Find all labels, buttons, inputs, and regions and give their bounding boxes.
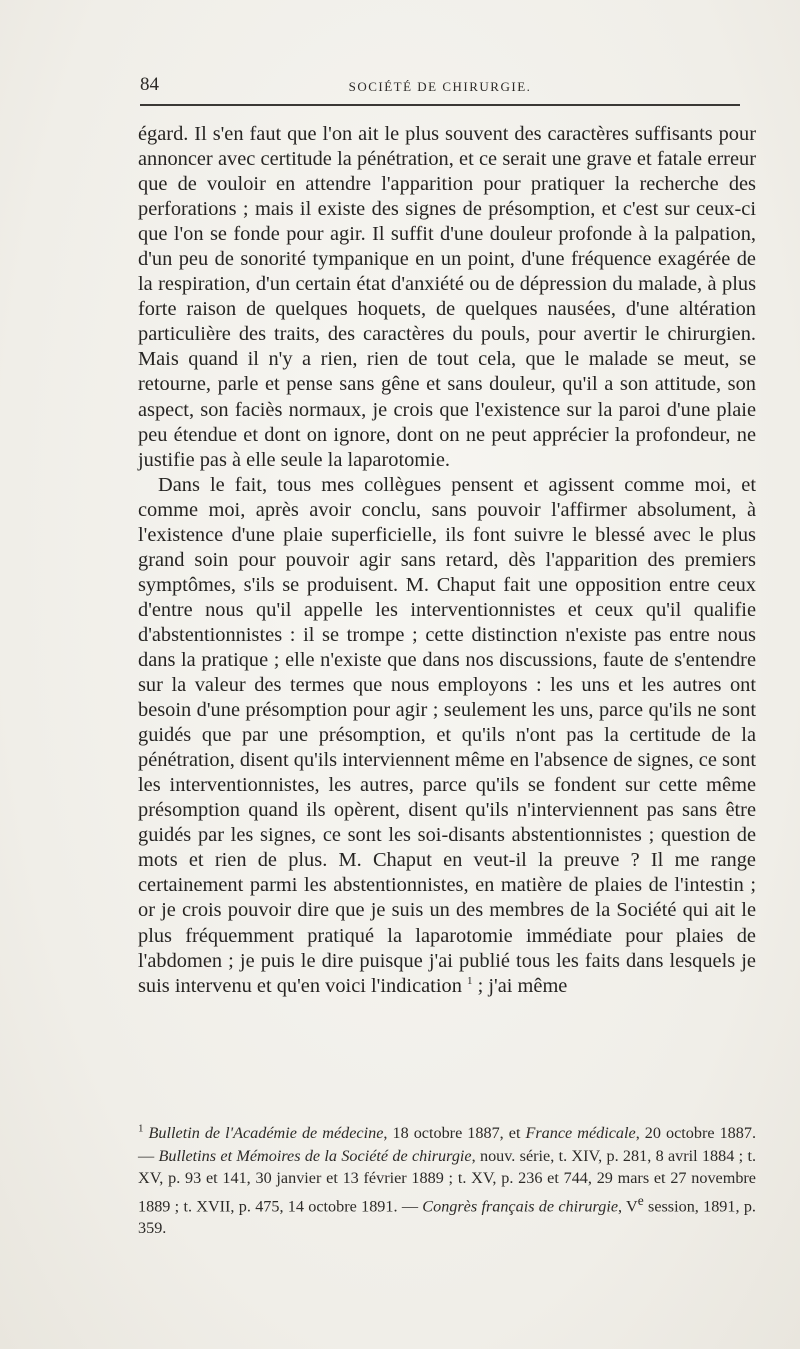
paragraph-1: égard. Il s'en faut que l'on ait le plus souvent des caractères suffisants pour annoncer avec certitude la pénétration, et ce serait une grave et fatale erreur que de vouloir en attendre l'apparition pour pratiquer la recherche des perforations ; mais il existe des signes de présomption, et c'est sur ceux-ci que l'on se fonde pour agir. Il suffit d'une douleur profonde à la palpation, d'un peu de sonorité tympanique en un point, d'une fréquence exagérée de la respiration, d'un certain état d'anxiété ou de dépression du malade, à plus forte raison de quelques hoquets, de quelques nausées, d'une altération particulière des traits, des caractères du pouls, pour avertir le chirurgien. Mais quand il n'y a rien, rien de tout cela, que le malade se meut, se retourne, parle et pense sans gêne et sans douleur, qu'il a son attitude, son aspect, son faciès normaux, je crois que l'existence sur la paroi d'une plaie peu étendue et dont on ignore, dont on ne peut apprécier la profondeur, ne justifie pas à elle seule la laparotomie. xyxy=(138,123,756,471)
footnote-title-4: Congrès français de chirurgie xyxy=(422,1196,618,1215)
running-title: SOCIÉTÉ DE CHIRURGIE. xyxy=(348,79,532,94)
paragraph-2-text: Dans le fait, tous mes collègues pensent et agissent comme moi, et comme moi, après avoir conclu, sans pouvoir l'affirmer absolument, à l'existence d'une plaie superficielle, ils font suivre le blessé avec le plus grand soin pour pouvoir agir sans retard, dès l'apparition des premiers symptômes, s'ils se produisent. M. Chaput fait une opposition entre ceux d'entre nous qu'il appelle les interventionnistes et ceux qu'il qualifie d'abstentionnistes : il se trompe ; cette distinction n'existe pas entre nous dans la pratique ; elle n'existe que dans nos discussions, faute de s'entendre sur la valeur des termes que nous employons : les uns et les autres ont besoin d'une présomption pour agir ; seulement les uns, parce qu'ils ne sont guidés que par une présomption, et qu'ils n'ont pas la certitude de la pénétration, disent qu'ils interviennent même en l'absence de signes, ce sont les interventionnistes, les autres, parce qu'ils se fondent sur cette même présomption quand ils opèrent, disent qu'ils n'interviennent pas sans être guidés par les signes, ce sont les soi-disants abstentionnistes ; question de mots et rien de plus. M. Chaput en veut-il la preuve ? Il me range certainement parmi les abstentionnistes, en matière de plaies de l'intestin ; or je crois pouvoir dire que je suis un des membres de la Société qui ait le plus fréquemment pratiqué la laparotomie immédiate pour plaies de l'abdomen ; je puis le dire puisque j'ai publié tous les faits dans lesquels je suis intervenu et qu'en voici l'indication xyxy=(138,473,756,997)
header-rule xyxy=(140,104,740,106)
footnote-text-5: session, 1891, p. 359. xyxy=(138,1196,756,1238)
footnote-text-3: , nouv. série, t. XIV, p. 281, 8 avril 1884 ; t. XV, p. 93 et 141, 30 janvier et 13 février 1889 ; t. XV, p. 236 et 744, 29 mars et 27 novembre 1889 ; t. XVII, p. 475, 14 octobre 1891. — xyxy=(138,1146,757,1215)
footnote-title-3: Bulletins et Mémoires de la Société de chirurgie xyxy=(158,1146,472,1165)
footnote-text-1: , 18 octobre 1887, et xyxy=(383,1124,526,1142)
body-text xyxy=(138,122,756,999)
footnote-title-1: Bulletin de l'Académie de médecine xyxy=(148,1124,384,1142)
footnote-text-4: , V xyxy=(618,1196,638,1215)
footnote-reference: 1 xyxy=(467,974,473,987)
page-number: 84 xyxy=(140,74,159,95)
footnote-title-2: France médicale xyxy=(525,1124,636,1142)
footnote-superscript: e xyxy=(637,1192,644,1208)
footnote-mark: 1 xyxy=(138,1122,144,1135)
page-header xyxy=(140,74,740,98)
footnote-1 xyxy=(138,1122,756,1240)
footnotes xyxy=(138,1122,756,1240)
footnote-text-2: , 20 octobre 1887. — xyxy=(138,1124,757,1165)
paragraph-2-tail: ; j'ai même xyxy=(472,974,568,997)
paragraph-2 xyxy=(138,473,756,999)
